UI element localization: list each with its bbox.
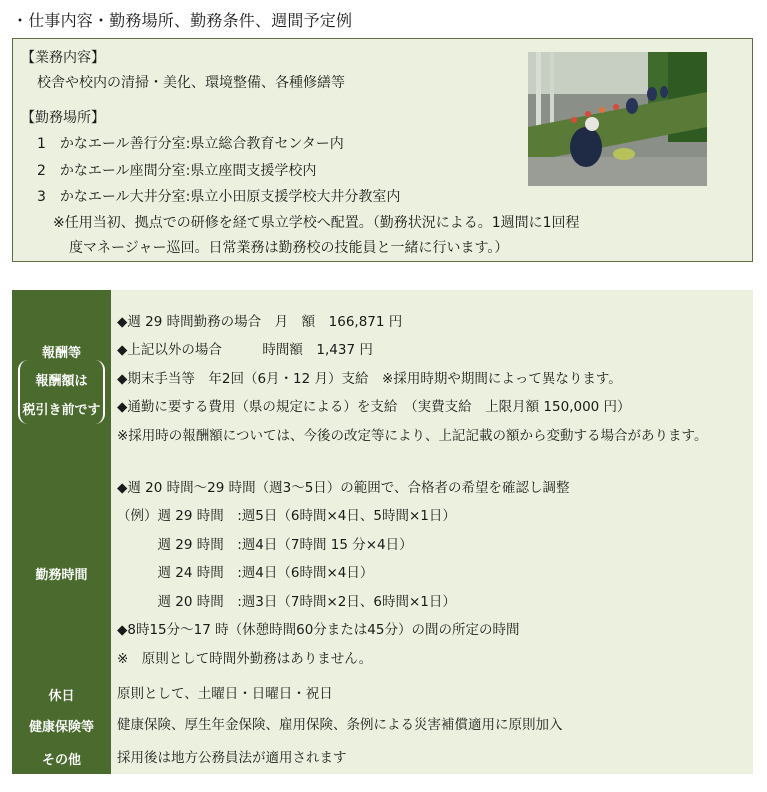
pay-content (111, 290, 753, 468)
insurance-row (12, 709, 753, 742)
holidays-label: 休日 (12, 679, 111, 709)
pay-line: ◆通勤に要する費用（県の規定による）を支給 （実費支給 上限月額 150,000 円） (117, 399, 631, 416)
hours-label: 勤務時間 (12, 468, 111, 679)
duties-text: 校舎や校内の清掃・美化、環境整備、各種修繕等 (37, 75, 345, 91)
hours-line: ※ 原則として時間外勤務はありません。 (117, 650, 373, 667)
location-title: 【勤務場所】 (21, 110, 105, 126)
hours-line: 週 29 時間 :週4日（7時間 15 分×4日） (117, 536, 413, 553)
pay-label: 報酬等 (41, 346, 81, 361)
pay-note: ※採用時の報酬額については、今後の改定等により、上記記載の額から変動する場合があります。 (117, 427, 708, 444)
other-content (111, 742, 753, 774)
pay-label-cell (12, 290, 111, 468)
holidays-row (12, 679, 753, 709)
insurance-label: 健康保険等 (12, 709, 111, 742)
location-item: 3 かなエール大井分室:県立小田原支援学校大井分教室内 (37, 189, 401, 205)
location-item: 2 かなエール座間分室:県立座間支援学校内 (37, 163, 317, 179)
tax-note-line: 報酬額は (35, 374, 88, 389)
holidays-content (111, 679, 753, 709)
pay-line: ◆週 29 時間勤務の場合 月 額 166,871 円 (117, 313, 403, 330)
hours-line: ◆週 20 時間～29 時間（週3～5日）の範囲で、合格者の希望を確認し調整 (117, 479, 570, 496)
hours-row (12, 468, 753, 679)
assignment-note-line: ※任用当初、拠点での研修を経て県立学校へ配置。（勤務状況による。1週間に1回程 (53, 215, 580, 231)
tax-note-line: 税引き前です (22, 403, 101, 418)
work-photo (528, 52, 707, 186)
hours-line: 週 24 時間 :週4日（6時間×4日） (117, 565, 374, 582)
other-label: その他 (12, 742, 111, 774)
hours-line: （例）週 29 時間 :週5日（6時間×4日、5時間×1日） (117, 508, 456, 525)
job-description-box (12, 38, 753, 262)
hours-line: 週 20 時間 :週3日（7時間×2日、6時間×1日） (117, 593, 456, 610)
duties-title: 【業務内容】 (21, 50, 105, 66)
conditions-table (12, 290, 753, 774)
insurance-text: 健康保険、厚生年金保険、雇用保険、条例による災害補償適用に原則加入 (117, 717, 563, 734)
other-row (12, 742, 753, 774)
pay-row (12, 290, 753, 468)
holidays-text: 原則として、土曜日・日曜日・祝日 (117, 685, 333, 702)
assignment-note-line: 度マネージャー巡回。日常業務は勤務校の技能員と一緒に行います。） (69, 240, 509, 256)
section-heading: ・仕事内容・勤務場所、勤務条件、週間予定例 (12, 11, 353, 30)
hours-content (111, 468, 753, 679)
insurance-content (111, 709, 753, 742)
pay-line: ◆上記以外の場合 時間額 1,437 円 (117, 342, 373, 359)
location-item: 1 かなエール善行分室:県立総合教育センター内 (37, 136, 344, 152)
pay-line: ◆期末手当等 年2回（6月・12 月）支給 ※採用時期や期間によって異なります。 (117, 370, 622, 387)
hours-line: ◆8時15分～17 時（休憩時間60分または45分）の間の所定の時間 (117, 622, 520, 639)
other-text: 採用後は地方公務員法が適用されます (117, 749, 347, 766)
